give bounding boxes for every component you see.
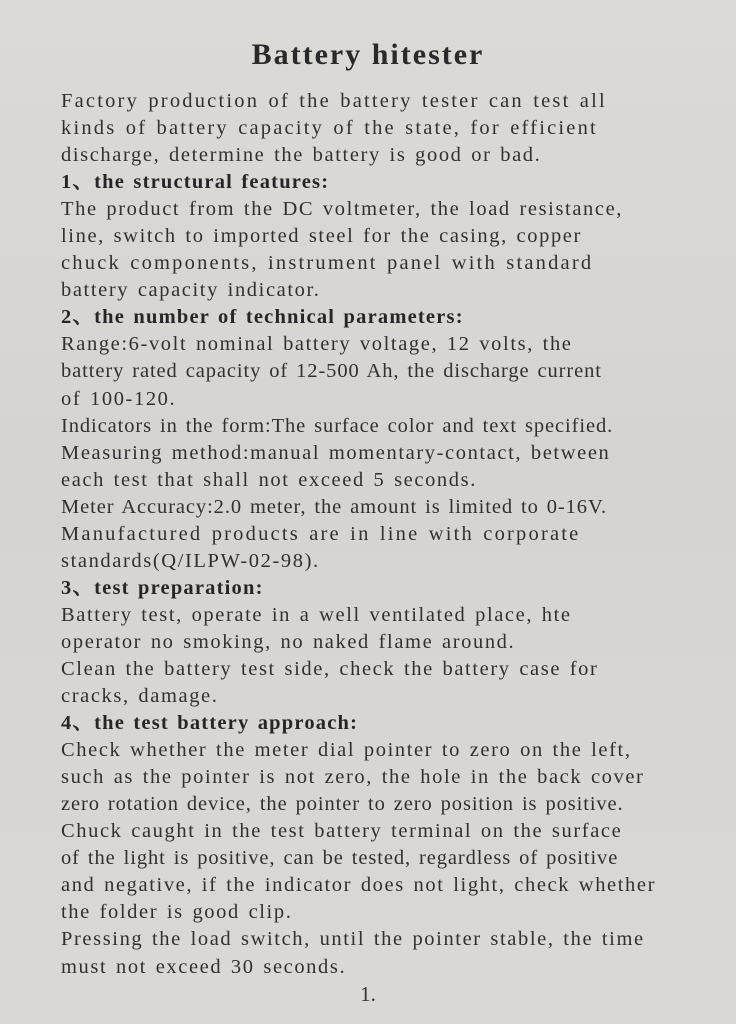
text-line: kinds of battery capacity of the state, for efficient (61, 117, 598, 140)
text-line: Factory production of the battery tester can test all (61, 90, 607, 112)
text-line: Battery test, operate in a well ventilated place, hte (61, 603, 572, 626)
text-line: and negative, if the indicator does not light, check whether (61, 874, 657, 897)
text-line: standards(Q/ILPW-02-98). (61, 549, 320, 572)
document-title: Battery hitester (251, 38, 485, 71)
section-heading: 3、test preparation: (61, 576, 264, 599)
text-line: of 100-120. (61, 387, 177, 410)
section-heading: 1、the structural features: (61, 171, 330, 194)
text-line: chuck components, instrument panel with standard (61, 252, 594, 275)
text-line: Meter Accuracy:2.0 meter, the amount is limited to 0-16V. (61, 495, 608, 518)
section-heading: 4、the test battery approach: (61, 712, 359, 735)
text-line: line, switch to imported steel for the casing, copper (61, 225, 582, 248)
text-line: Range:6-volt nominal battery voltage, 12 volts, the (61, 333, 573, 356)
text-line: Clean the battery test side, check the battery case for (61, 657, 599, 680)
section-heading: 2、the number of technical parameters: (61, 306, 464, 329)
text-line: operator no smoking, no naked flame around. (61, 630, 516, 653)
text-line: battery capacity indicator. (61, 279, 321, 302)
text-line: Check whether the meter dial pointer to zero on the left, (61, 739, 632, 762)
page-number: 1. (360, 982, 376, 1006)
text-line: Indicators in the form:The surface color and text specified. (61, 414, 614, 437)
text-line: zero rotation device, the pointer to zero position is positive. (61, 793, 624, 816)
text-line: Manufactured products are in line with corporate (61, 522, 581, 545)
text-line: such as the pointer is not zero, the hole in the back cover (61, 766, 645, 789)
text-line: Chuck caught in the test battery terminal on the surface (61, 820, 623, 843)
text-line: of the light is positive, can be tested, regardless of positive (61, 847, 619, 870)
text-line: the folder is good clip. (61, 901, 293, 924)
document-body (61, 88, 689, 981)
text-line: each test that shall not exceed 5 seconds. (61, 468, 477, 491)
text-line: Measuring method:manual momentary-contact, between (61, 441, 611, 464)
text-line: battery rated capacity of 12-500 Ah, the discharge current (61, 360, 602, 383)
text-line: cracks, damage. (61, 685, 219, 708)
text-line: must not exceed 30 seconds. (61, 955, 347, 978)
text-line: discharge, determine the battery is good or bad. (61, 144, 542, 167)
text-line: The product from the DC voltmeter, the load resistance, (61, 198, 624, 221)
text-line: Pressing the load switch, until the pointer stable, the time (61, 928, 645, 951)
